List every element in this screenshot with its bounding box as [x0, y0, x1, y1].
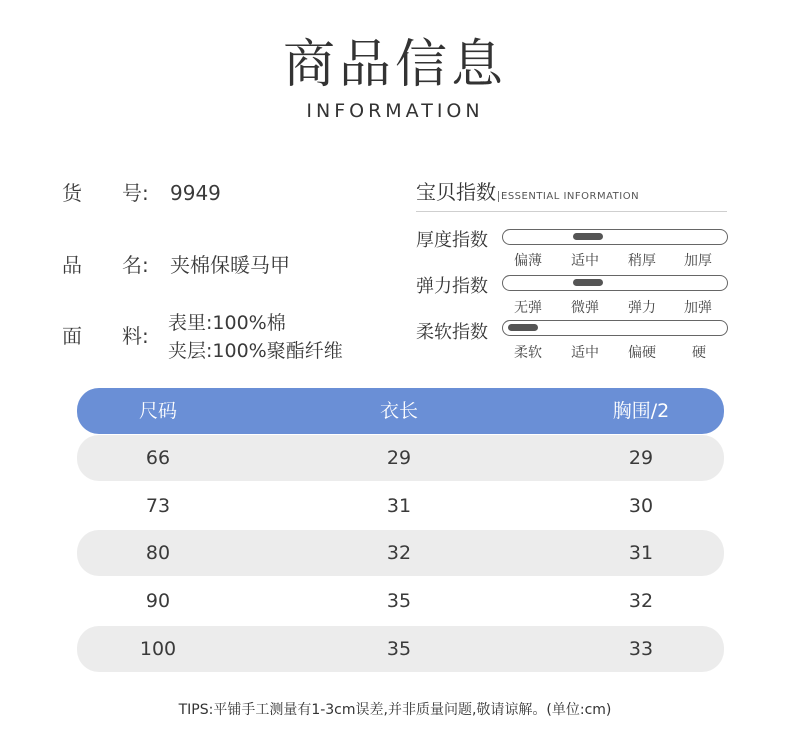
elasticity-index-knob	[573, 279, 603, 286]
material-label-1: 面	[62, 324, 82, 348]
header-length: 衣长	[379, 400, 418, 422]
product-name-row	[62, 249, 290, 278]
material-outer-inner: 表里:100%棉	[168, 312, 286, 334]
material-filling: 夹层:100%聚酯纤维	[168, 340, 343, 362]
product-name-value: 夹棉保暖马甲	[170, 253, 290, 277]
page-title: 商品信息	[282, 35, 507, 95]
index-divider	[416, 211, 727, 212]
thickness-index-track	[502, 229, 728, 245]
size-table-header	[77, 388, 724, 434]
material-row	[62, 320, 170, 349]
item-number-label-1: 货	[62, 181, 82, 205]
table-row: 80 32 31	[77, 530, 724, 576]
material-details	[168, 309, 343, 365]
elasticity-index-label: 弹力指数	[416, 276, 488, 297]
thickness-index-knob	[573, 233, 603, 240]
table-row: 73 31 30	[145, 495, 654, 517]
material-label-2: 料:	[122, 324, 149, 348]
header-chest: 胸围/2	[612, 400, 670, 422]
header-size: 尺码	[138, 400, 177, 422]
softness-index-track	[502, 320, 728, 336]
item-number-label-2: 号:	[122, 181, 149, 205]
table-row: 66 29 29	[77, 435, 724, 481]
product-name-label-1: 品	[62, 253, 82, 277]
table-row: 90 35 32	[145, 590, 654, 612]
softness-index-label: 柔软指数	[416, 322, 488, 343]
item-number-row	[62, 177, 221, 206]
measurement-tips: TIPS:平铺手工测量有1-3cm误差,并非质量问题,敬请谅解。(单位:cm)	[178, 702, 612, 718]
item-number-value: 9949	[170, 181, 221, 205]
thickness-index-label: 厚度指数	[416, 230, 488, 251]
table-row: 100 35 33	[77, 626, 724, 672]
softness-index-knob	[508, 324, 538, 331]
elasticity-index-track	[502, 275, 728, 291]
index-title-en: ESSENTIAL INFORMATION	[498, 191, 639, 202]
page-subtitle: INFORMATION	[306, 100, 484, 122]
product-name-label-2: 名:	[122, 253, 149, 277]
index-title: 宝贝指数 ESSENTIAL INFORMATION	[416, 180, 640, 204]
